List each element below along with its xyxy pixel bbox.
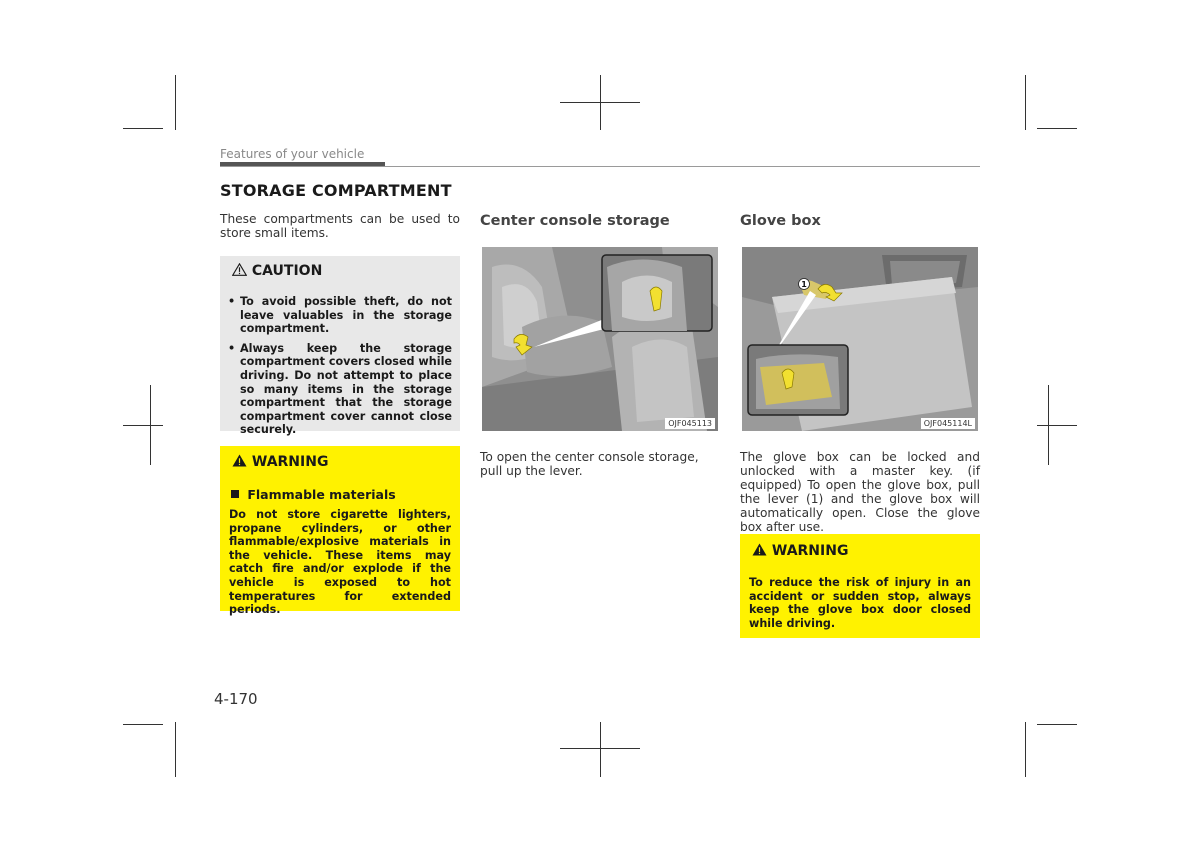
header-rule bbox=[220, 166, 980, 167]
warning-text: To reduce the risk of injury in an accident or sudden stop, always keep the glove box door closed while driving. bbox=[749, 576, 971, 630]
glove-box-text: The glove box can be locked and unlocked with a master key. (if equipped) To open the glove box, pull the lever (1) and the glove box will automatically open. Close the glove box after use. bbox=[740, 450, 980, 534]
center-console-heading: Center console storage bbox=[480, 213, 670, 229]
warning-header bbox=[232, 454, 328, 470]
glove-box-image bbox=[742, 247, 978, 431]
caution-item-text: To avoid possible theft, do not leave valuables in the storage compartment. bbox=[240, 295, 452, 336]
glove-box-heading: Glove box bbox=[740, 213, 821, 229]
caution-item: • To avoid possible theft, do not leave valuables in the storage compartment. bbox=[228, 295, 452, 336]
warning-text: Do not store cigarette lighters, propane cylinders, or other flammable/explosive materials in the vehicle. These items may catch fire and/or explode if the vehicle is exposed to hot temperatures for extended periods. bbox=[229, 508, 451, 617]
page-number: 4-170 bbox=[214, 690, 258, 708]
caution-icon bbox=[232, 263, 247, 276]
glove-box-illustration bbox=[742, 247, 978, 431]
center-console-illustration bbox=[482, 247, 718, 431]
header-bar bbox=[220, 162, 385, 166]
caution-item: • Always keep the storage compartment covers closed while driving. Do not attempt to place so many items in the storage compartment that the storage compartment cover cannot close securely. bbox=[228, 341, 452, 437]
caution-item-text: Always keep the storage compartment covers closed while driving. Do not attempt to place so many items in the storage compartment that the storage compartment cover cannot close securely. bbox=[240, 341, 452, 437]
warning-box-flammable bbox=[220, 446, 460, 617]
section-label: Features of your vehicle bbox=[220, 147, 365, 161]
warning-subtitle bbox=[231, 487, 396, 502]
page-title: STORAGE COMPARTMENT bbox=[220, 181, 452, 200]
center-console-text: To open the center console storage, pull up the lever. bbox=[480, 450, 699, 478]
warning-icon bbox=[752, 543, 767, 556]
image-code: OJF045114L bbox=[921, 418, 975, 429]
caution-list bbox=[228, 295, 452, 443]
warning-subtitle-text: Flammable materials bbox=[247, 487, 396, 502]
lever-callout-number: 1 bbox=[801, 280, 807, 290]
warning-title: WARNING bbox=[251, 454, 329, 470]
warning-header bbox=[752, 543, 848, 559]
intro-text: These compartments can be used to store small items. bbox=[220, 212, 460, 240]
warning-icon bbox=[232, 454, 247, 467]
caution-box bbox=[220, 256, 460, 437]
caution-header bbox=[232, 263, 322, 279]
warning-box-glove bbox=[740, 534, 980, 638]
center-console-image bbox=[482, 247, 718, 431]
image-code: OJF045113 bbox=[665, 418, 715, 429]
caution-title: CAUTION bbox=[251, 263, 323, 279]
warning-title: WARNING bbox=[771, 543, 849, 559]
square-bullet-icon bbox=[231, 490, 239, 498]
